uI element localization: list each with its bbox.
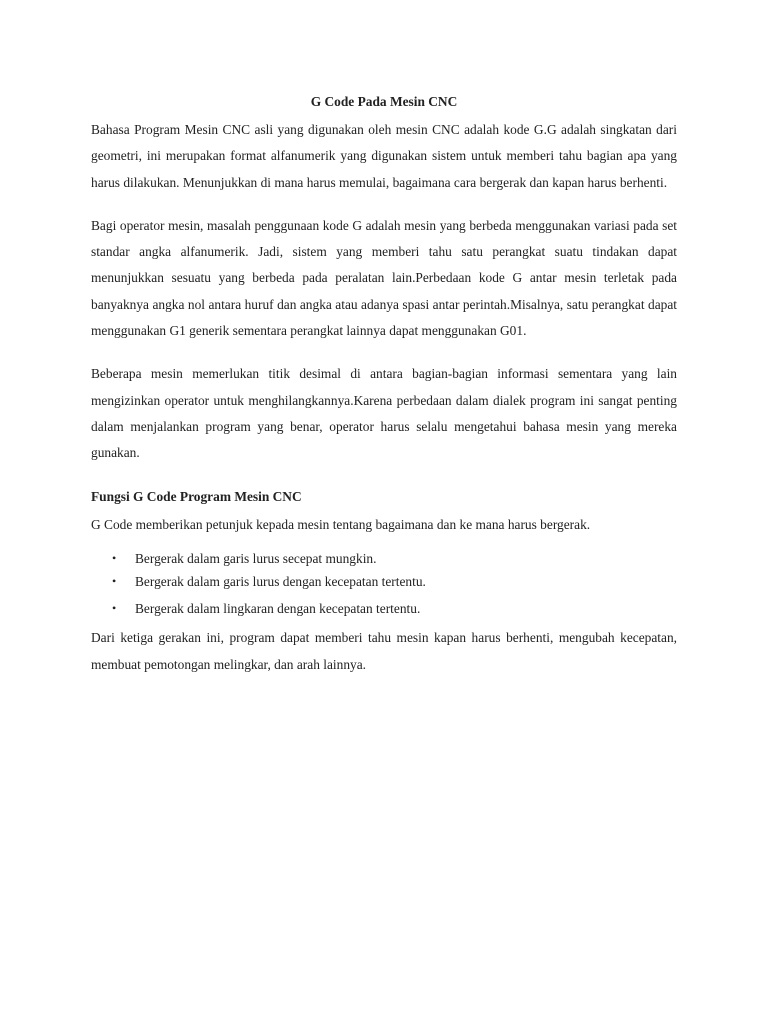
list-item-text: Bergerak dalam garis lurus secepat mungkin. <box>135 550 377 566</box>
list-item-text: Bergerak dalam lingkaran dengan kecepatan tertentu. <box>135 600 421 616</box>
bullet-icon: • <box>112 600 117 615</box>
paragraph-operator: Bagi operator mesin, masalah penggunaan kode G adalah mesin yang berbeda menggunakan variasi pada set standar angka alfanumerik. Jadi, sistem yang memberi tahu satu perangkat suatu tindakan dapat menunjukkan sesuatu yang berbeda pada peralatan lain.Perbedaan kode G antar mesin terletak pada banyaknya angka nol antara huruf dan angka atau adanya spasi antar perintah.Misalnya, satu perangkat dapat menggunakan G1 generik sementara perangkat lainnya dapat menggunakan G01. <box>91 217 677 339</box>
paragraph-decimal: Beberapa mesin memerlukan titik desimal di antara bagian-bagian informasi sementara yang lain mengizinkan operator untuk menghilangkannya.Karena perbedaan dalam dialek program ini sangat penting dalam menjalankan program yang benar, operator harus selalu mengetahui bahasa mesin yang mereka gunakan. <box>91 366 677 461</box>
list-item <box>91 547 677 571</box>
section-heading: Fungsi G Code Program Mesin CNC <box>91 488 302 504</box>
document-page <box>91 88 677 678</box>
list-item-text: Bergerak dalam garis lurus dengan kecepatan tertentu. <box>135 574 426 590</box>
closing-paragraph: Dari ketiga gerakan ini, program dapat memberi tahu mesin kapan harus berhenti, mengubah kecepatan, membuat pemotongan melingkar, dan arah lainnya. <box>91 630 677 673</box>
bullet-icon: • <box>112 574 117 589</box>
section-intro: G Code memberikan petunjuk kepada mesin tentang bagaimana dan ke mana harus bergerak. <box>91 516 591 532</box>
bullet-list <box>91 547 677 622</box>
list-item <box>91 570 677 594</box>
document-title: G Code Pada Mesin CNC <box>310 94 458 109</box>
bullet-icon: • <box>112 550 117 565</box>
paragraph-intro: Bahasa Program Mesin CNC asli yang digunakan oleh mesin CNC adalah kode G.G adalah singkatan dari geometri, ini merupakan format alfanumerik yang digunakan sistem untuk memberi tahu bagian apa yang harus dilakukan. Menunjukkan di mana harus memulai, bagaimana cara bergerak dan kapan harus berhenti. <box>91 122 677 190</box>
list-item <box>91 594 677 622</box>
